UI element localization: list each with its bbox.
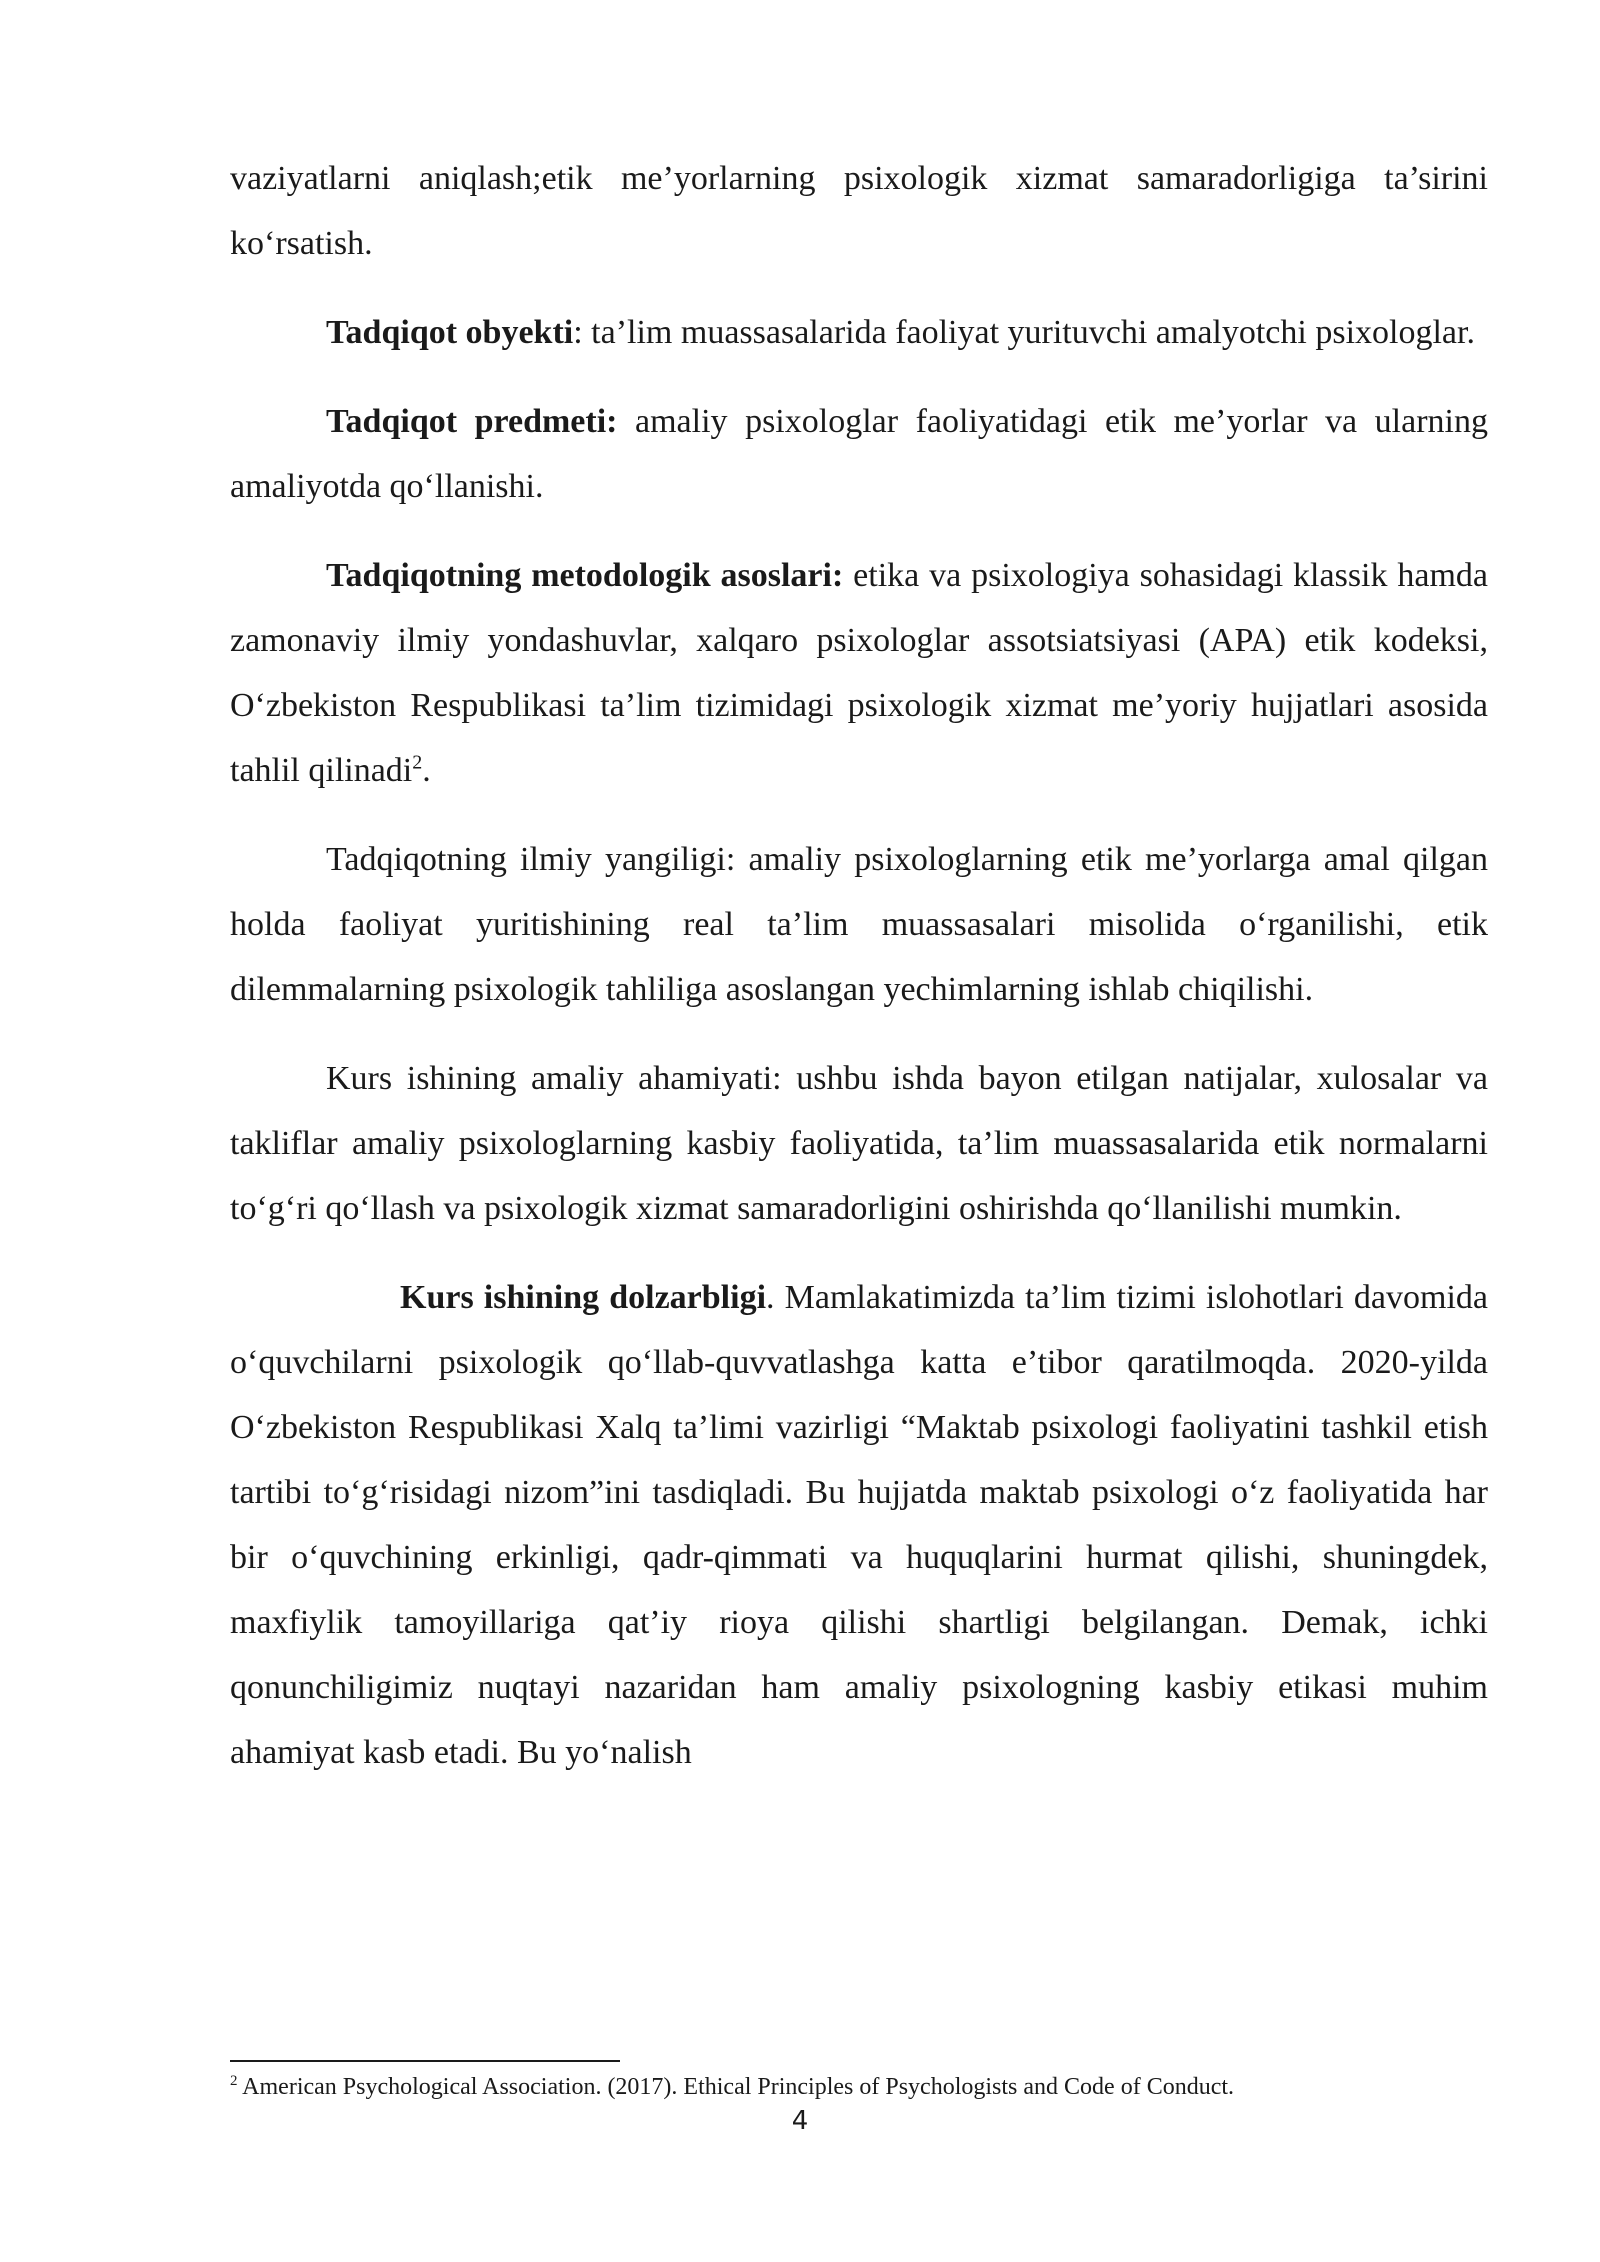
- footnote: [230, 2070, 1488, 2104]
- paragraph-text: : ta’lim muassasalarida faoliyat yurituvchi amalyotchi psixologlar.: [573, 314, 1475, 351]
- paragraph-text: . Mamlakatimizda ta’lim tizimi islohotlari davomida o‘quvchilarni psixologik qo‘llab-quvvatlashga katta e’tibor qaratilmoqda. 2020-yilda O‘zbekiston Respublikasi Xalq ta’limi vazirligi “Maktab psixologi faoliyatini tashkil etish tartibi to‘g‘risidagi nizom”ini tasdiqladi. Bu hujjatda maktab psixologi o‘z faoliyatida har bir o‘quvchining erkinligi, qadr-qimmati va huquqlarini hurmat qilishi, shuningdek, maxfiylik tamoyillariga qat’iy rioya qilishi shartligi belgilangan. Demak, ichki qonunchiligimiz nuqtayi nazaridan ham amaliy psixologning kasbiy etikasi muhim ahamiyat kasb etadi. Bu yo‘nalish: [230, 1279, 1488, 1771]
- research-subject-label: Tadqiqot predmeti:: [326, 403, 618, 440]
- paragraph-text: vaziyatlarni aniqlash;etik me’yorlarning psixologik xizmat samaradorligiga ta’sirini ko‘rsatish.: [230, 160, 1488, 262]
- paragraph-research-subject: [230, 389, 1488, 519]
- paragraph-end-punctuation: .: [422, 752, 431, 789]
- paragraph-practical-significance: [230, 1046, 1488, 1241]
- research-object-label: Tadqiqot obyekti: [326, 314, 574, 351]
- paragraph-scientific-novelty: [230, 827, 1488, 1022]
- relevance-label: Kurs ishining dolzarbligi: [400, 1279, 767, 1316]
- paragraph-text: amaliy psixologlar faoliyatidagi etik me’yorlar va ularning amaliyotda qo‘llanishi.: [230, 403, 1488, 505]
- footnote-number: 2: [230, 2073, 238, 2089]
- footnote-separator: [230, 2060, 620, 2062]
- paragraph-text: Kurs ishining amaliy ahamiyati: ushbu ishda bayon etilgan natijalar, xulosalar va takliflar amaliy psixologlarning kasbiy faoliyatida, ta’lim muassasalarida etik normalarni to‘g‘ri qo‘llash va psixologik xizmat samaradorligini oshirishda qo‘llanilishi mumkin.: [230, 1060, 1488, 1227]
- paragraph-text: etika va psixologiya sohasidagi klassik hamda zamonaviy ilmiy yondashuvlar, xalqaro psixologlar assotsiatsiyasi (APA) etik kodeksi, O‘zbekiston Respublikasi ta’lim tizimidagi psixologik xizmat me’yoriy hujjatlari asosida tahlil qilinadi: [230, 557, 1488, 789]
- paragraph-continued: [230, 146, 1488, 276]
- page-number: 4: [791, 2106, 809, 2136]
- footnote-text: American Psychological Association. (2017). Ethical Principles of Psychologists and Code of Conduct.: [237, 2074, 1235, 2100]
- paragraph-research-object: [230, 300, 1488, 365]
- paragraph-text: Tadqiqotning ilmiy yangiligi: amaliy psixologlarning etik me’yorlarga amal qilgan holda faoliyat yuritishining real ta’lim muassasalari misolida o‘rganilishi, etik dilemmalarning psixologik tahliliga asoslangan yechimlarning ishlab chiqilishi.: [230, 841, 1488, 1008]
- methodology-label: Tadqiqotning metodologik asoslari:: [326, 557, 844, 594]
- footnote-reference[interactable]: 2: [412, 751, 423, 774]
- paragraph-methodology: [230, 543, 1488, 803]
- paragraph-relevance: [230, 1265, 1488, 1785]
